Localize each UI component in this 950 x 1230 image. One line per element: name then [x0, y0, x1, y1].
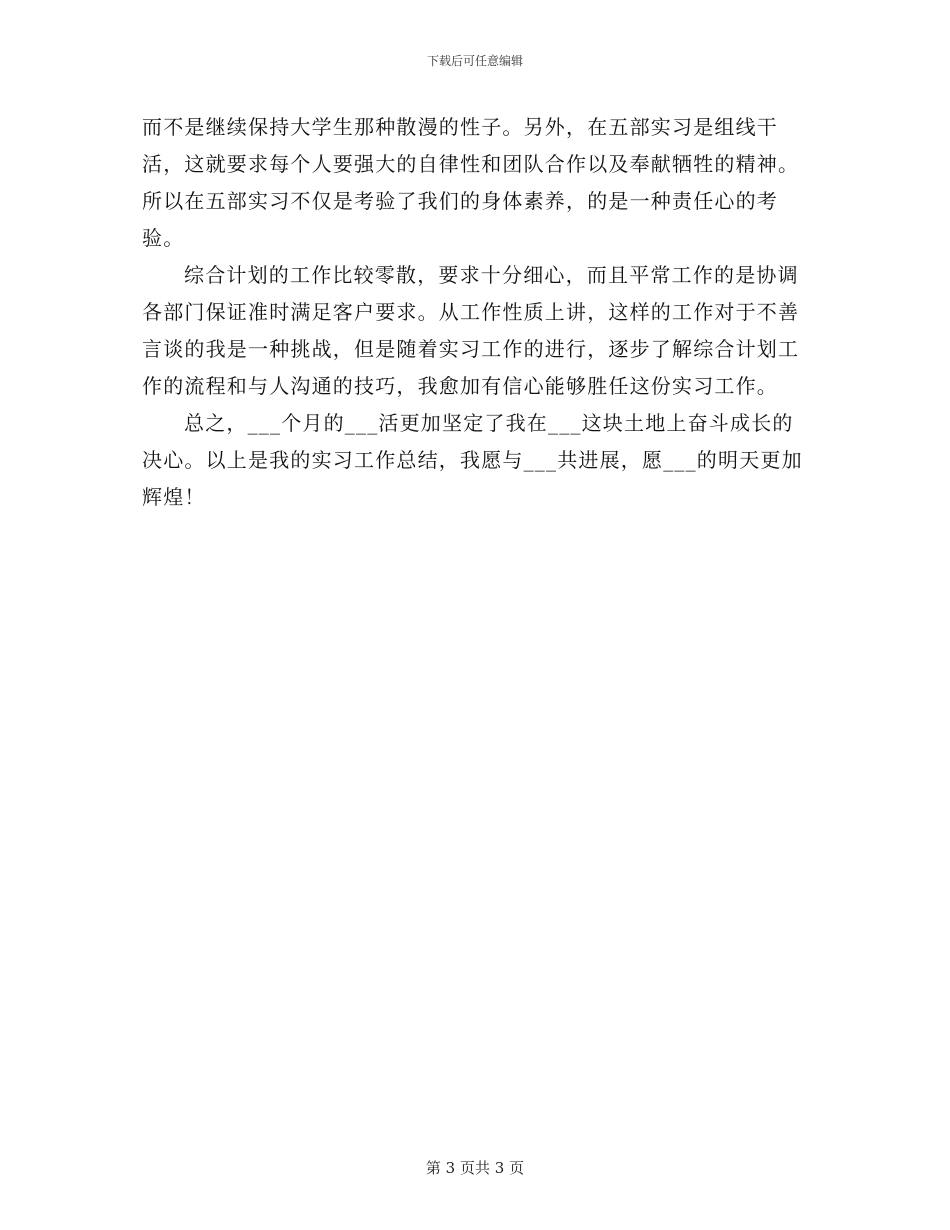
header-note: 下载后可任意编辑: [426, 54, 523, 68]
paragraph-3: 总之，___个月的___活更加坚定了我在___这块土地上奋斗成长的决心。以上是我的实习工作总结，我愿与___共进展，愿___的明天更加辉煌！: [142, 411, 803, 509]
page-footer: 第 3 页共 3 页: [425, 1159, 525, 1177]
paragraph-2: 综合计划的工作比较零散，要求十分细心，而且平常工作的是协调各部门保证准时满足客户要求。从工作性质上讲，这样的工作对于不善言谈的我是一种挑战，但是随着实习工作的进行，逐步了解综合计划工作的流程和与人沟通的技巧，我愈加有信心能够胜任这份实习工作。: [142, 263, 800, 398]
document-body: [142, 109, 808, 516]
paragraph-1: 而不是继续保持大学生那种散漫的性子。另外，在五部实习是组线干活，这就要求每个人要强大的自律性和团队合作以及奉献牺牲的精神。所以在五部实习不仅是考验了我们的身体素养，的是一种责任心的考验。: [142, 115, 800, 250]
